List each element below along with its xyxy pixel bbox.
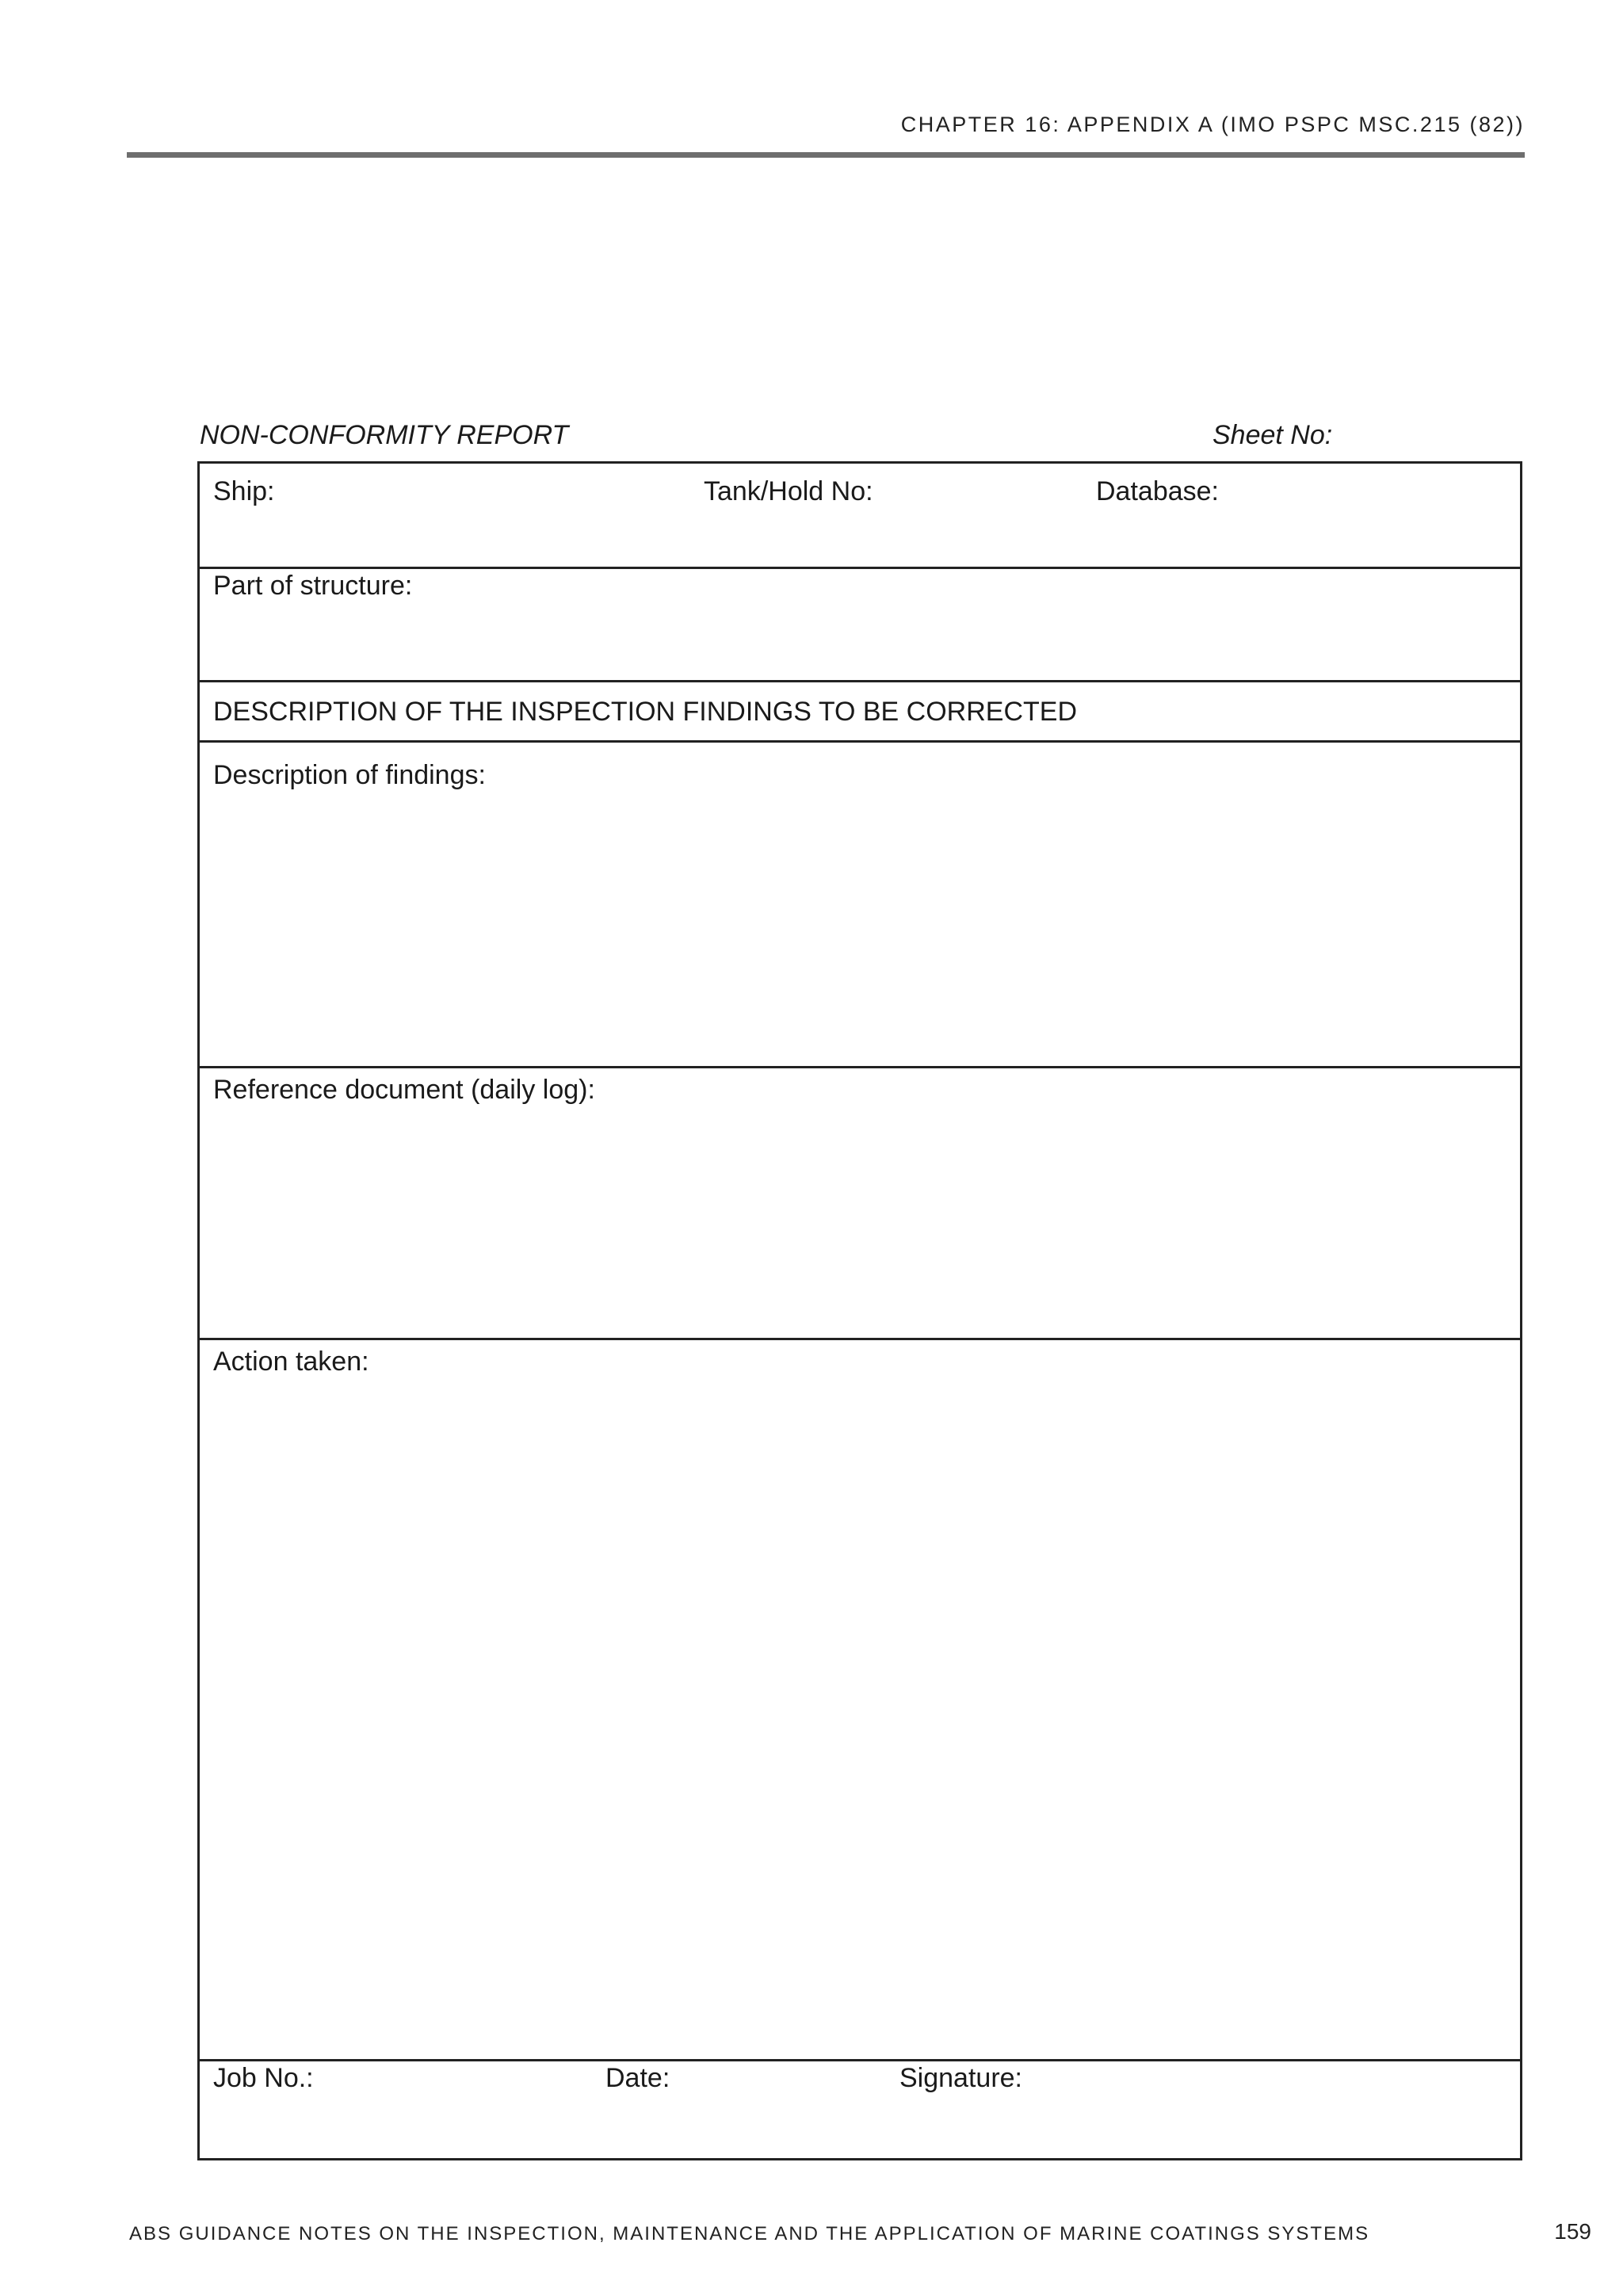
action-taken-label: Action taken: bbox=[213, 1347, 369, 1377]
row-description-heading bbox=[200, 682, 1520, 743]
tank-hold-label: Tank/Hold No: bbox=[704, 476, 873, 506]
reference-document-label: Reference document (daily log): bbox=[213, 1075, 595, 1105]
page-number: 159 bbox=[1554, 2219, 1591, 2244]
signature-label: Signature: bbox=[899, 2063, 1022, 2093]
date-label: Date: bbox=[605, 2063, 670, 2093]
row-part-of-structure bbox=[200, 569, 1520, 682]
sheet-no-label: Sheet No: bbox=[1212, 420, 1333, 450]
database-label: Database: bbox=[1096, 476, 1219, 506]
form-title: NON-CONFORMITY REPORT bbox=[200, 420, 569, 450]
row-job-info bbox=[200, 2061, 1520, 2158]
non-conformity-form bbox=[197, 461, 1522, 2160]
header-rule bbox=[127, 152, 1525, 158]
row-reference-document bbox=[200, 1068, 1520, 1340]
job-no-label: Job No.: bbox=[213, 2063, 314, 2093]
ship-label: Ship: bbox=[213, 476, 275, 506]
chapter-header: CHAPTER 16: APPENDIX A (IMO PSPC MSC.215 (82)) bbox=[900, 113, 1525, 136]
row-ship-info bbox=[200, 464, 1520, 569]
footer-text: ABS GUIDANCE NOTES ON THE INSPECTION, MAINTENANCE AND THE APPLICATION OF MARINE COATINGS SYSTEMS bbox=[129, 2223, 1370, 2244]
row-action-taken bbox=[200, 1340, 1520, 2061]
description-of-findings-label: Description of findings: bbox=[213, 760, 486, 790]
row-description-of-findings bbox=[200, 743, 1520, 1068]
part-of-structure-label: Part of structure: bbox=[213, 571, 413, 601]
description-heading: DESCRIPTION OF THE INSPECTION FINDINGS TO BE CORRECTED bbox=[213, 697, 1078, 727]
